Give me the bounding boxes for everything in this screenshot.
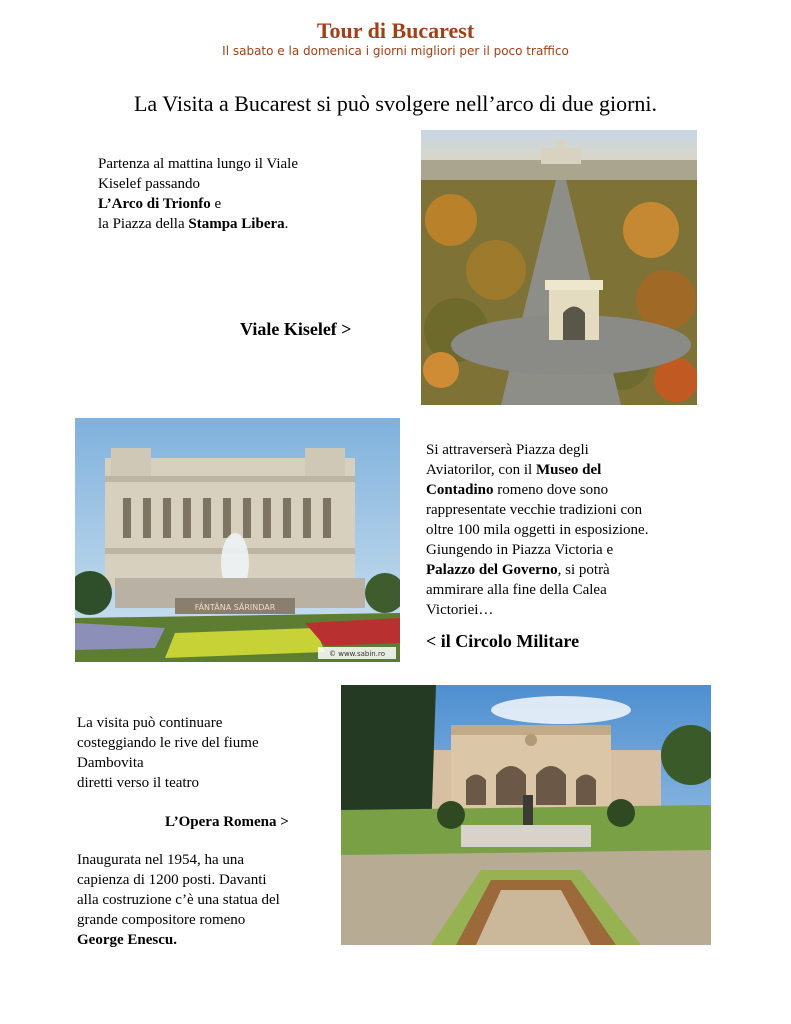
caption-circolo-militare: < il Circolo Militare bbox=[426, 631, 580, 651]
section3-paragraph bbox=[77, 850, 337, 950]
arco-di-trionfo: L’Arco di Trionfo bbox=[98, 196, 211, 212]
photo-arco-di-trionfo bbox=[421, 130, 697, 405]
section2-text bbox=[426, 440, 746, 620]
section1-line: L’Arco di Trionfo e bbox=[98, 196, 222, 212]
section3-line bbox=[77, 930, 337, 950]
section3-line: alla costruzione c’è una statua del bbox=[77, 892, 280, 908]
section2-line: Giungendo in Piazza Victoria e bbox=[426, 542, 614, 558]
section1-line: Kiselef passando bbox=[98, 176, 201, 192]
section2-line: oltre 100 mila oggetti in esposizione. bbox=[426, 522, 649, 538]
stampa-libera: Stampa Libera bbox=[188, 216, 285, 232]
photo-watermark: © www.sabin.ro bbox=[329, 650, 385, 658]
caption-opera-romena: L’Opera Romena > bbox=[165, 814, 289, 830]
section3-line: grande compositore romeno bbox=[77, 912, 246, 928]
page-title: Tour di Bucarest bbox=[316, 18, 475, 43]
section2-line: Palazzo del Governo, si potrà bbox=[426, 562, 610, 578]
section3-line: Dambovita bbox=[77, 755, 144, 771]
section3-line: capienza di 1200 posti. Davanti bbox=[77, 872, 267, 888]
fountain-sign: FÂNTÂNA SĂRINDAR bbox=[194, 603, 276, 612]
caption-viale-kiselef: Viale Kiselef > bbox=[240, 319, 352, 339]
section2-line: Si attraverserà Piazza degli bbox=[426, 442, 589, 458]
section2-line: rappresentate vecchie tradizioni con bbox=[426, 502, 643, 518]
section3-line: diretti verso il teatro bbox=[77, 775, 200, 791]
george-enescu: George Enescu. bbox=[77, 932, 177, 948]
section2-line: Victoriei… bbox=[426, 602, 494, 618]
section2-line: Contadino romeno dove sono bbox=[426, 482, 609, 498]
section3-line: La visita può continuare bbox=[77, 715, 223, 731]
section2-line: ammirare alla fine della Calea bbox=[426, 582, 607, 598]
section1-text bbox=[98, 154, 398, 234]
section3-line: costeggiando le rive del fiume bbox=[77, 735, 259, 751]
museo-del: Museo del bbox=[535, 462, 602, 478]
section2-line: Aviatorilor, con il Museo del bbox=[426, 462, 602, 478]
photo-circolo-militare bbox=[75, 418, 400, 662]
section3-line: Inaugurata nel 1954, ha una bbox=[77, 852, 245, 868]
headline: La Visita a Bucarest si può svolgere nell’arco di due giorni. bbox=[133, 91, 658, 116]
section3-text bbox=[77, 713, 327, 793]
page-subtitle: Il sabato e la domenica i giorni migliori per il poco traffico bbox=[222, 44, 569, 58]
contadino: Contadino bbox=[426, 482, 494, 498]
section1-line: Partenza al mattina lungo il Viale bbox=[98, 156, 299, 172]
section1-line: la Piazza della Stampa Libera. bbox=[98, 216, 289, 232]
palazzo-del-governo: Palazzo del Governo bbox=[426, 562, 558, 578]
photo-opera-romena bbox=[341, 685, 711, 945]
